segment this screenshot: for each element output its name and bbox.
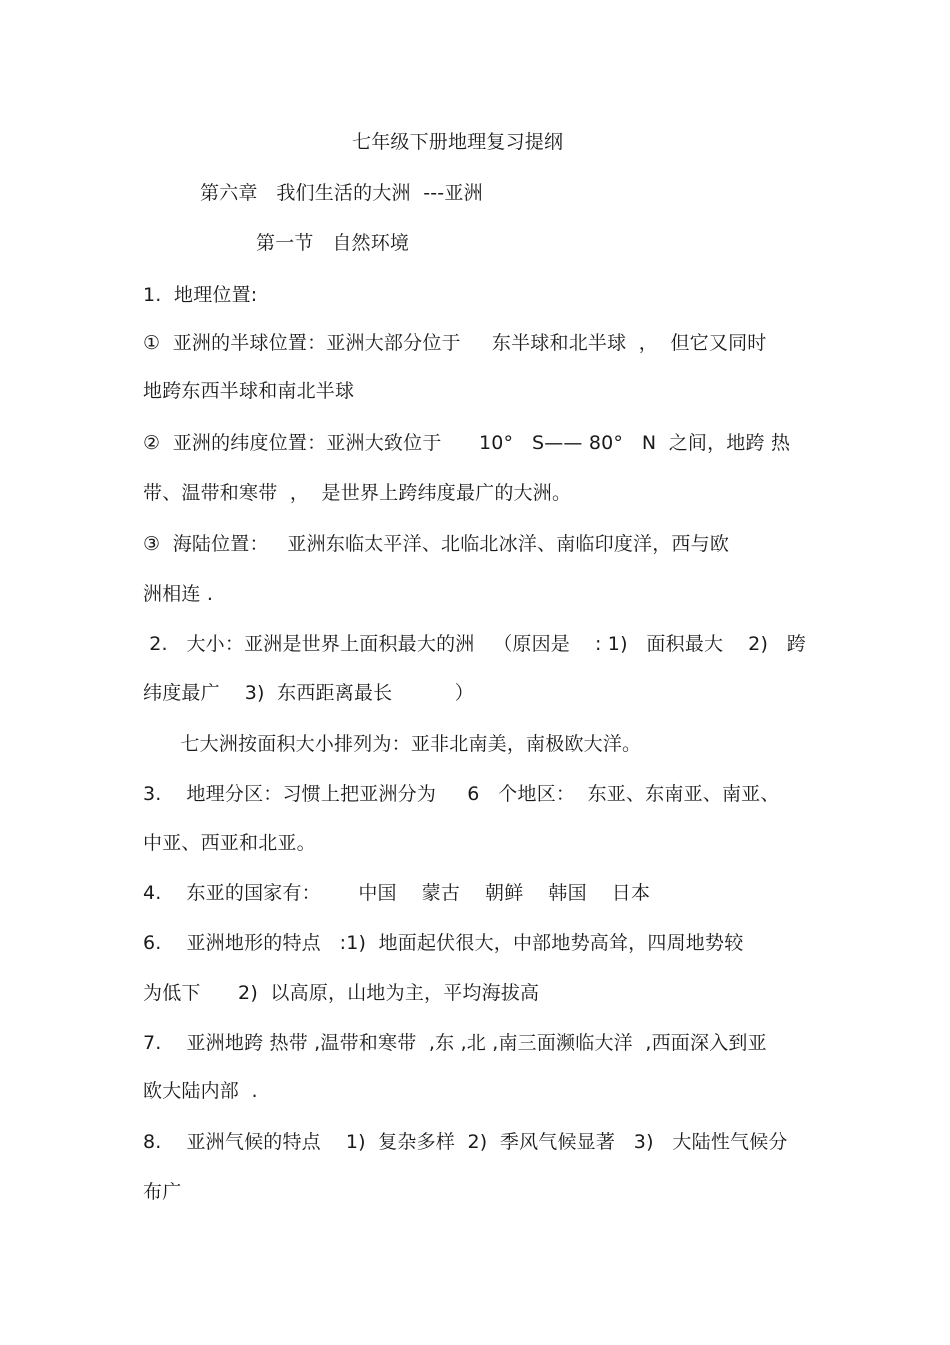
text-line: 4. 东亚的国家有： 中国 蒙古 朝鲜 韩国 日本 [143,882,651,904]
text-line: 为低下 2) 以高原，山地为主，平均海拔高 [143,982,540,1004]
text-line: 8. 亚洲气候的特点 1) 复杂多样 2) 季风气候显著 3) 大陆性气候分 [143,1131,788,1153]
text-line: ③ 海陆位置： 亚洲东临太平洋、北临北冰洋、南临印度洋，西与欧 [143,533,730,555]
text-line: 欧大陆内部 . [143,1080,258,1102]
text-line: 2. 大小：亚洲是世界上面积最大的洲 （原因是 : 1) 面积最大 2) 跨 [143,633,807,655]
text-line: 洲相连 . [143,583,214,605]
text-line: 7. 亚洲地跨 热带 ,温带和寒带 ,东 ,北 ,南三面濒临大洋 ,西面深入到亚 [143,1032,767,1054]
text-line: 布广 [143,1181,182,1203]
text-line: ② 亚洲的纬度位置：亚洲大致位于 10° S—— 80° N 之间，地跨 热 [143,432,791,454]
text-line: 中亚、西亚和北亚。 [143,832,316,854]
text-line: 1. 地理位置: [143,284,258,306]
text-line: 3. 地理分区：习惯上把亚洲分为 6 个地区： 东亚、东南亚、南亚、 [143,783,780,805]
text-line: ① 亚洲的半球位置：亚洲大部分位于 东半球和北半球 ， 但它又同时 [143,332,767,354]
chapter-heading: 第六章 我们生活的大洲 ---亚洲 [200,182,483,204]
text-line: 纬度最广 3) 东西距离最长 ） [143,682,474,704]
text-line: 七大洲按面积大小排列为：亚非北南美，南极欧大洋。 [143,733,642,755]
document-title: 七年级下册地理复习提纲 [352,131,564,153]
text-line: 带、温带和寒带 ， 是世界上跨纬度最广的大洲。 [143,482,572,504]
text-line: 地跨东西半球和南北半球 [143,380,355,402]
text-line: 6. 亚洲地形的特点 :1) 地面起伏很大，中部地势高耸，四周地势较 [143,932,744,954]
section-heading: 第一节 自然环境 [256,232,410,254]
